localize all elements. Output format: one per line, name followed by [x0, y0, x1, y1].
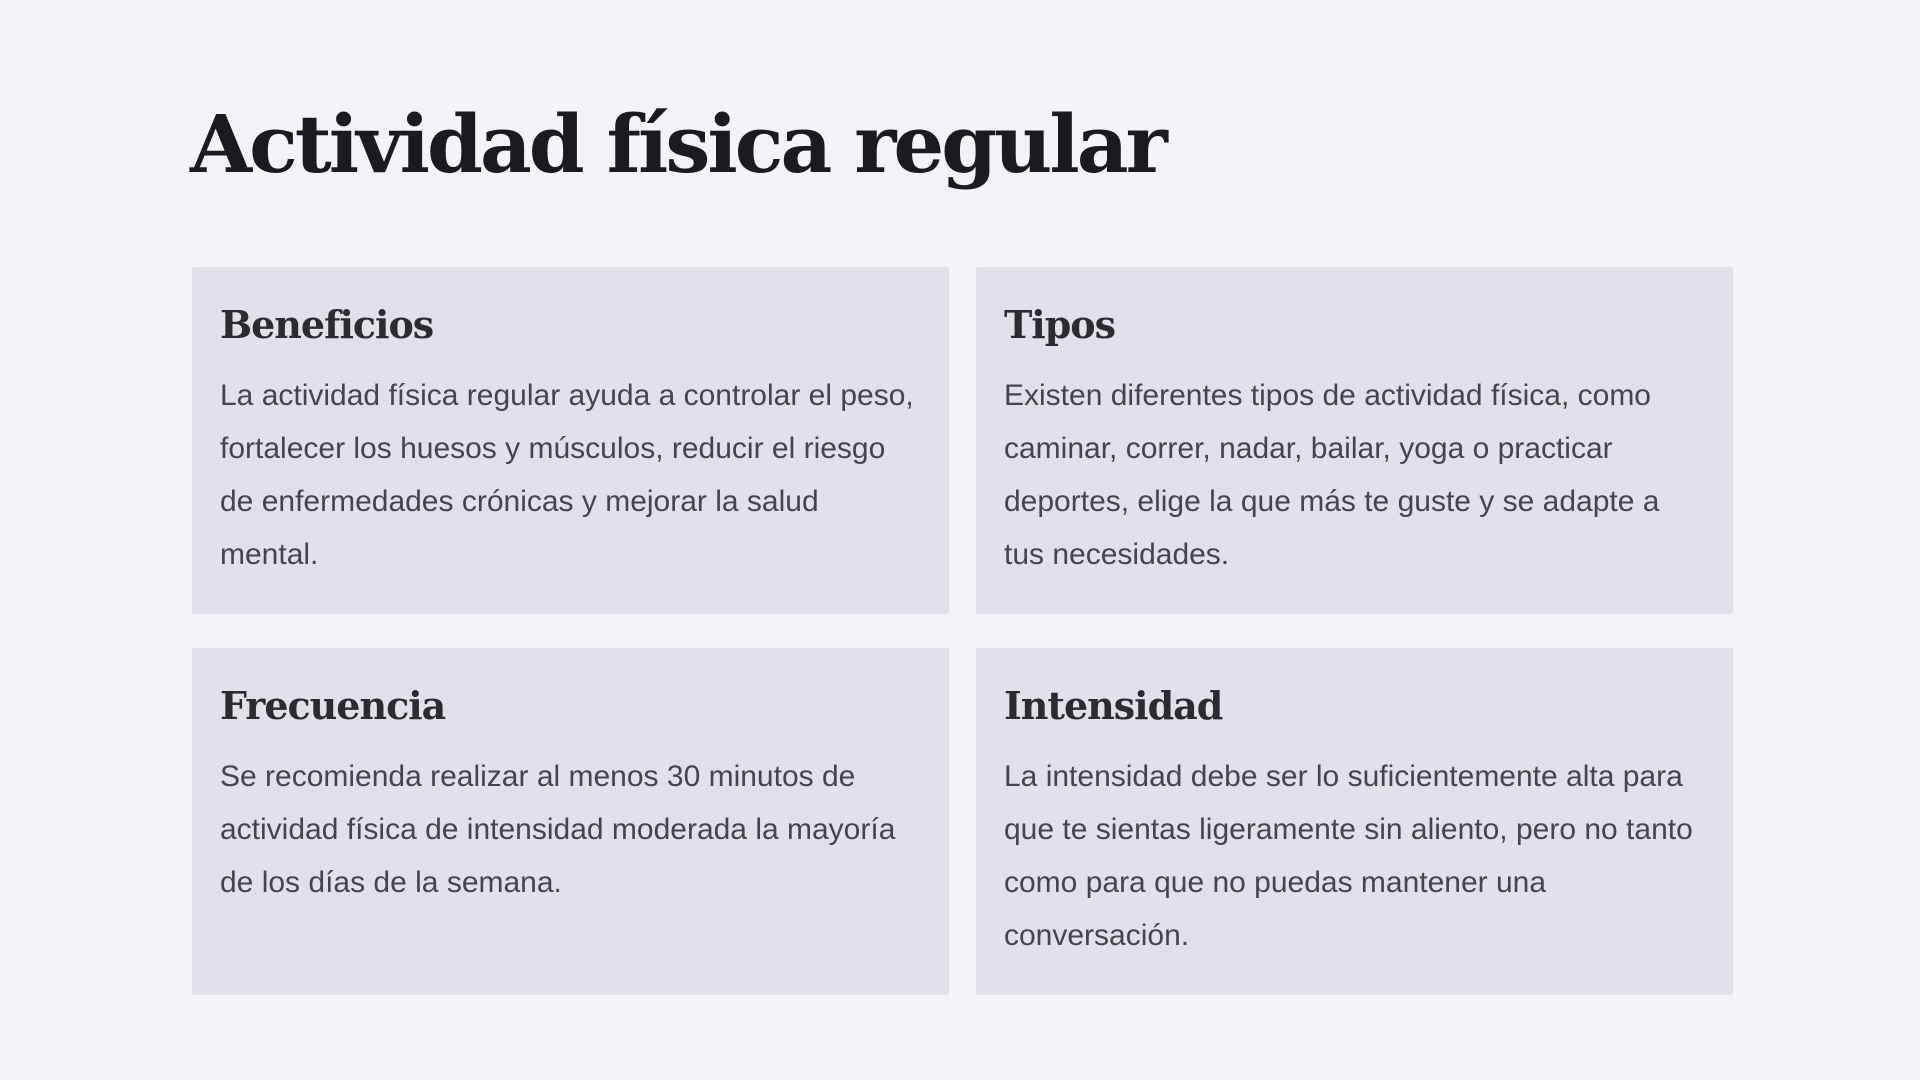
card-tipos	[976, 267, 1733, 614]
card-text: Existen diferentes tipos de actividad física, como caminar, correr, nadar, bailar, yoga o practicar deportes, elige la que más te guste y se adapte a tus necesidades.	[1004, 378, 1660, 571]
card-title: Tipos	[1004, 302, 1116, 347]
page-title: Actividad física regular	[190, 97, 1165, 191]
cards-grid	[192, 267, 1733, 995]
card-text: La actividad física regular ayuda a controlar el peso, fortalecer los huesos y músculos, reducir el riesgo de enfermedades crónicas y mejorar la salud mental.	[220, 378, 914, 571]
card-intensidad	[976, 648, 1733, 995]
card-frecuencia	[192, 648, 949, 995]
card-text: Se recomienda realizar al menos 30 minutos de actividad física de intensidad moderada la mayoría de los días de la semana.	[220, 759, 896, 899]
card-beneficios	[192, 267, 949, 614]
card-title: Intensidad	[1004, 683, 1223, 728]
card-text: La intensidad debe ser lo suficientemente alta para que te sientas ligeramente sin aliento, pero no tanto como para que no puedas mantener una conversación.	[1004, 759, 1693, 952]
card-title: Beneficios	[220, 302, 434, 347]
card-title: Frecuencia	[220, 683, 446, 728]
